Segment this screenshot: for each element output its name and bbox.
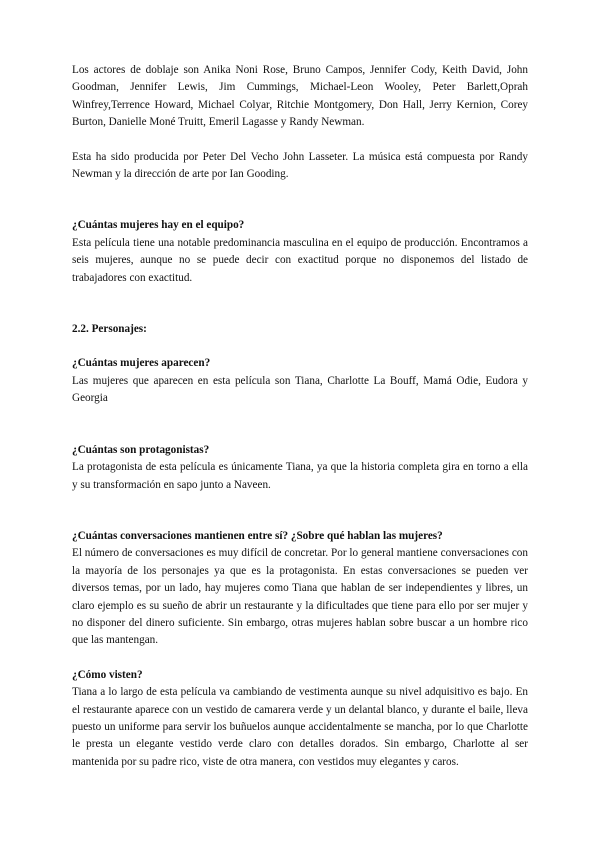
question-body: Las mujeres que aparecen en esta película son Tiana, Charlotte La Bouff, Mamá Odie, Eudora y Georgia bbox=[72, 374, 528, 405]
question-body: Tiana a lo largo de esta película va cambiando de vestimenta aunque su nivel adquisitivo es bajo. En el restaurante aparece con un vestido de camarera verde y un delantal blanco, y durante el baile, lleva puesto un uniforme para servir los buñuelos aunque accidentalmente se mancha, por lo que Charlotte le presta un elegante vestido verde claro con detalles dorados. Sin embargo, Charlotte al ser mantenida por su padre rico, viste de otra manera, con vestidos muy elegantes y caros. bbox=[72, 686, 528, 768]
question-heading: ¿Cuántas mujeres aparecen? bbox=[72, 357, 211, 370]
production-paragraph: Esta ha sido producida por Peter Del Vecho John Lasseter. La música está compuesta por Randy Newman y la dirección de arte por Ian Gooding. bbox=[72, 150, 528, 181]
cast-paragraph: Los actores de doblaje son Anika Noni Rose, Bruno Campos, Jennifer Cody, Keith David, John Goodman, Jennifer Lewis, Jim Cummings, Michael-Leon Wooley, Peter Barlett,Oprah Winfrey,Terrence Howard, Michael Colyar, Ritchie Montgomery, Don Hall, Jerry Kernion, Corey Burton, Danielle Moné Truitt, Emeril Lagasse y Randy Newman. bbox=[72, 64, 528, 129]
team-question-heading: ¿Cuántas mujeres hay en el equipo? bbox=[72, 219, 245, 232]
question-heading: ¿Cuántas conversaciones mantienen entre sí? ¿Sobre qué hablan las mujeres? bbox=[72, 529, 443, 542]
document-page bbox=[72, 62, 528, 771]
team-question-body: Esta película tiene una notable predominancia masculina en el equipo de producción. Encontramos a seis mujeres, aunque no se puede decir con exactitud porque no disponemos del listado de trabajadores con exactitud. bbox=[72, 236, 528, 284]
section-title: 2.2. Personajes: bbox=[72, 323, 147, 336]
question-body: La protagonista de esta película es únicamente Tiana, ya que la historia completa gira en torno a ella y su transformación en sapo junto a Naveen. bbox=[72, 461, 528, 491]
question-heading: ¿Cómo visten? bbox=[72, 668, 143, 681]
question-body: El número de conversaciones es muy difícil de concretar. Por lo general mantiene conversaciones con la mayoría de los personajes ya que es la protagonista. En estas conversaciones se pueden ver diversos temas, por un lado, hay mujeres como Tiana que hablan de ser independientes y libres, un claro ejemplo es su sueño de abrir un restaurante y la dificultades que tiene para ello por ser mujer y no disponer del dinero suficiente. Sin embargo, otras mujeres hablan sobre buscar a un hombre rico que las mantengan. bbox=[72, 547, 528, 647]
question-heading: ¿Cuántas son protagonistas? bbox=[72, 443, 210, 456]
